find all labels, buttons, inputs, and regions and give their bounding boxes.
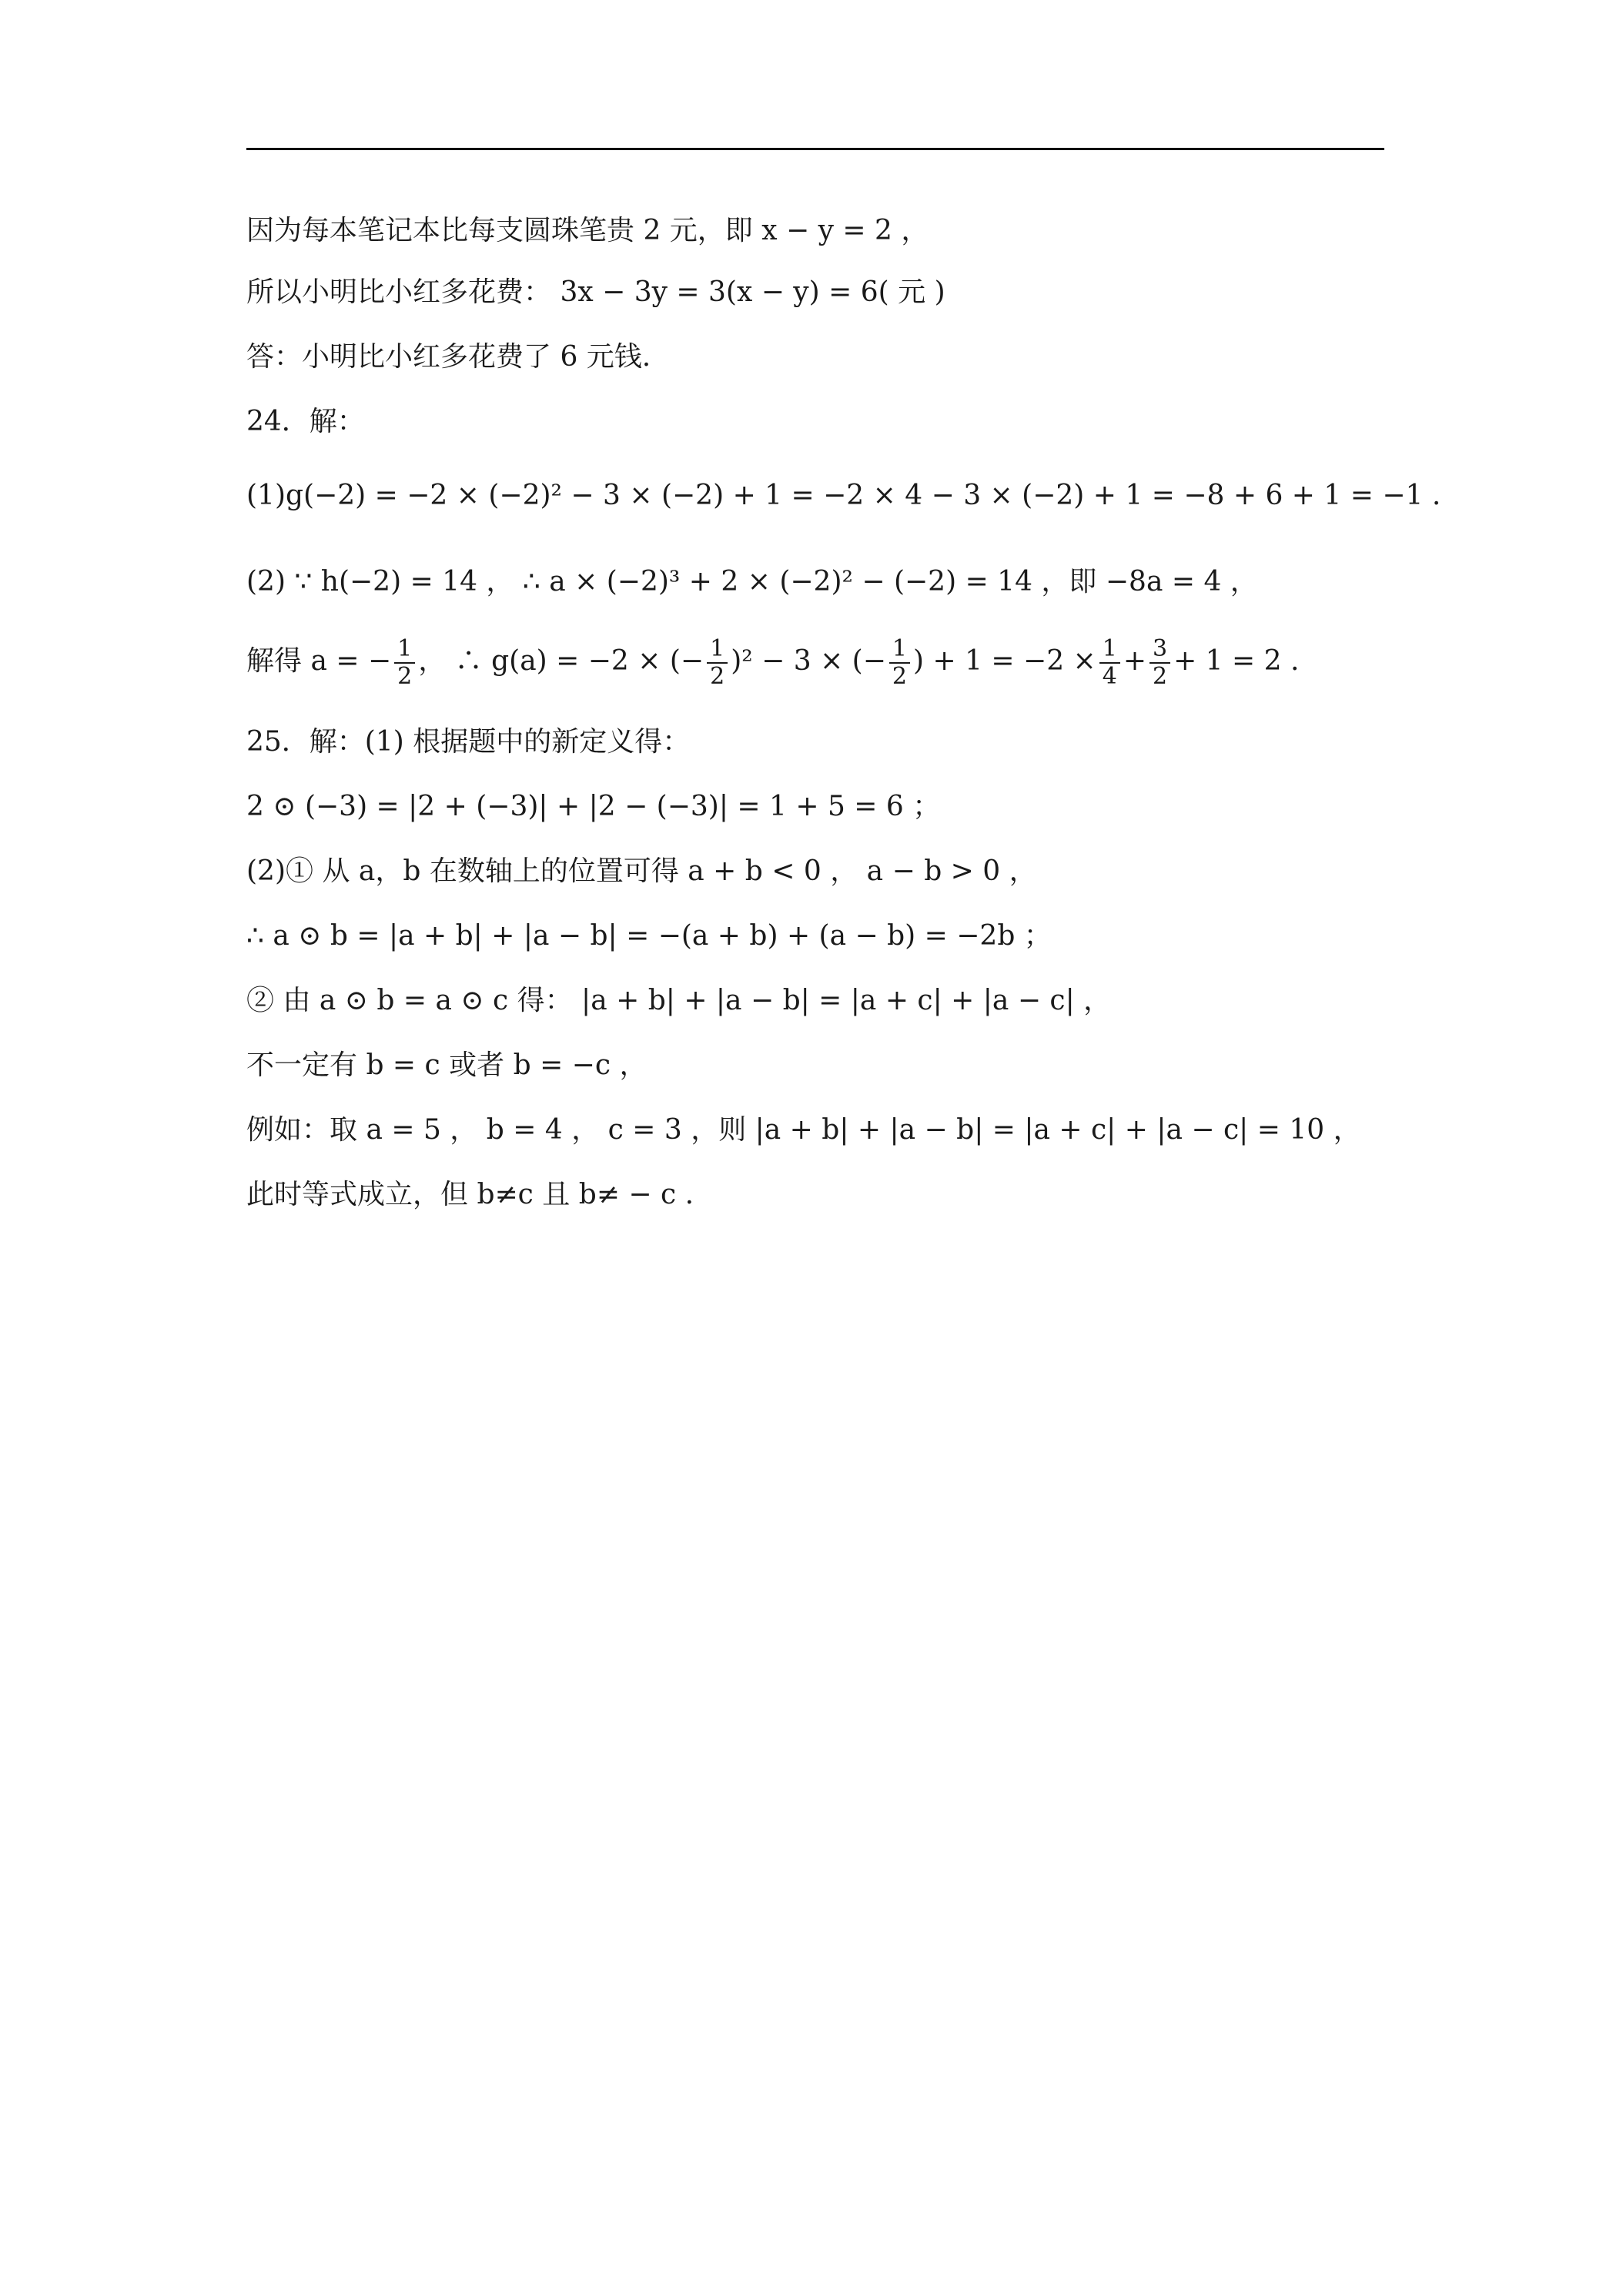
problem-25-heading: 25．解：(1) 根据题中的新定义得： <box>246 726 691 758</box>
text-line-2: 所以小明比小红多花费： 3x − 3y = 3(x − y) = 6( 元 ) <box>246 276 945 308</box>
problem-25-part-2-1-result: ∴ a ⊙ b = |a + b| + |a − b| = −(a + b) + (a − b) = −2b ； <box>246 920 1052 952</box>
problem-24-solution-line <box>246 636 1299 690</box>
problem-24-part-2: (2) ∵ h(−2) = 14 ， ∴ a × (−2)³ + 2 × (−2)² − (−2) = 14 ，即 −8a = 4 ， <box>246 566 1258 597</box>
problem-25-part-1: 2 ⊙ (−3) = |2 + (−3)| + |2 − (−3)| = 1 + 5 = 6 ； <box>246 791 941 822</box>
problem-25-claim: 不一定有 b = c 或者 b = −c ， <box>246 1049 648 1081</box>
solution-text-c: )² − 3 × (− <box>731 645 886 677</box>
text-line-1: 因为每本笔记本比每支圆珠笔贵 2 元，即 x − y = 2 ， <box>246 215 929 246</box>
problem-25-example: 例如：取 a = 5 ， b = 4 ， c = 3 ，则 |a + b| + |a − b| = |a + c| + |a − c| = 10 ， <box>246 1114 1361 1146</box>
solution-text-d: ) + 1 = −2 × <box>912 645 1096 677</box>
solution-text-e: + <box>1123 645 1146 677</box>
fraction-4: $\frac{1}{4}$ <box>1099 636 1120 690</box>
solution-text-a: 解得 a = − <box>246 645 392 677</box>
problem-24-heading: 24．解： <box>246 406 365 437</box>
problem-25-part-2-1: (2)① 从 a，b 在数轴上的位置可得 a + b < 0 ， a − b > 0 ， <box>246 855 1037 887</box>
problem-24-part-1: (1)g(−2) = −2 × (−2)² − 3 × (−2) + 1 = −2 × 4 − 3 × (−2) + 1 = −8 + 6 + 1 = −1 . <box>246 480 1441 511</box>
fraction-5: $\frac{3}{2}$ <box>1149 636 1170 690</box>
text-line-3: 答：小明比小红多花费了 6 元钱. <box>246 341 651 373</box>
fraction-1: $\frac{1}{2}$ <box>394 636 415 690</box>
header-rule <box>246 148 1384 150</box>
fraction-2: $\frac{1}{2}$ <box>707 636 728 690</box>
problem-25-conclusion: 此时等式成立，但 b≠c 且 b≠ − c . <box>246 1179 694 1210</box>
solution-text-b: ， ∴ g(a) = −2 × (− <box>418 645 704 677</box>
fraction-3: $\frac{1}{2}$ <box>889 636 910 690</box>
problem-25-part-2-2: ② 由 a ⊙ b = a ⊙ c 得： |a + b| + |a − b| = |a + c| + |a − c| ， <box>246 985 1112 1016</box>
solution-text-f: + 1 = 2 . <box>1173 645 1300 677</box>
